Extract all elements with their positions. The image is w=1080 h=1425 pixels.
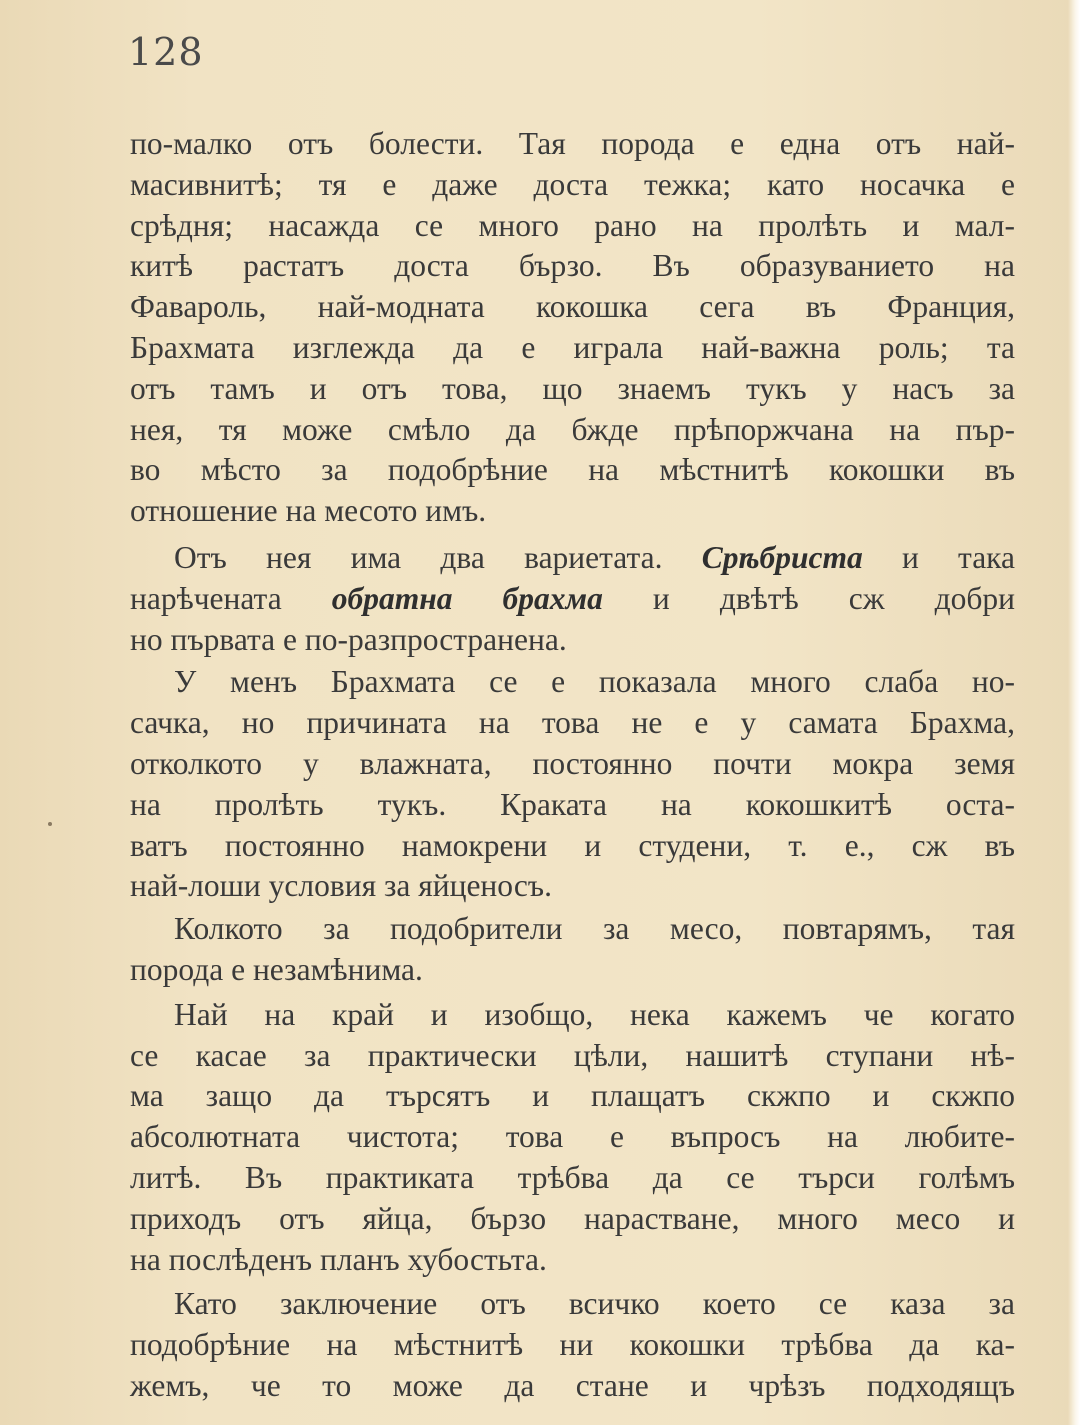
text-line: на пролѣть тукъ. Краката на кокошкитѣ оста- xyxy=(130,786,1015,822)
text-line: ватъ постоянно намокрени и студени, т. е., сж въ xyxy=(130,827,1015,863)
paragraph-6 xyxy=(130,1284,1015,1406)
text-line: отъ тамъ и отъ това, що знаемъ тукъ у насъ за xyxy=(130,370,1015,406)
text-line: масивнитѣ; тя е даже доста тежка; като носачка е xyxy=(130,166,1015,202)
text-line: на послѣденъ планъ хубостьта. xyxy=(130,1241,547,1277)
text-run: и двѣтѣ сж добри xyxy=(602,580,1015,616)
text-line: Като заключение отъ всичко което се каза за xyxy=(174,1286,1015,1322)
page-edge xyxy=(1068,0,1080,1425)
paragraph-1 xyxy=(130,124,1015,532)
text-line: порода е незамѣнима. xyxy=(130,951,423,987)
text-line: Най на край и изобщо, нека кажемъ че когато xyxy=(174,996,1015,1032)
paragraph-2 xyxy=(130,538,1015,660)
text-run: нарѣчената xyxy=(130,580,332,616)
text-line: нея, тя може смѣло да бжде прѣпоржчана на пър- xyxy=(130,411,1015,447)
text-run: и така xyxy=(862,539,1015,575)
variety-name: Срѣбриста xyxy=(701,539,863,575)
text-line: по-малко отъ болести. Тая порода е една отъ най- xyxy=(130,126,1015,161)
text-line: литѣ. Въ практиката трѣбва да се търси голѣмъ xyxy=(130,1159,1015,1195)
variety-name: обратна брахма xyxy=(331,580,603,616)
text-run: Отъ нея има два вариетата. xyxy=(174,539,702,575)
text-line: Брахмата изглежда да е играла най-важна роль; та xyxy=(130,329,1015,365)
text-line: сачка, но причината на това не е у самата Брахма, xyxy=(130,705,1015,741)
text-line xyxy=(130,538,1015,579)
text-line: китѣ растатъ доста бързо. Въ образуванието на xyxy=(130,248,1015,284)
text-line: приходъ отъ яйца, бързо нарастване, много месо и xyxy=(130,1200,1015,1236)
paper-speck xyxy=(48,822,52,826)
text-line: най-лоши условия за яйценосъ. xyxy=(130,868,552,904)
text-line: У менъ Брахмата се е показала много слаба но- xyxy=(174,664,1015,700)
text-line: абсолютната чистота; това е въпросъ на любите- xyxy=(130,1119,1015,1155)
text-line xyxy=(130,579,1015,620)
paragraph-4 xyxy=(130,909,1015,991)
paragraph-3 xyxy=(130,662,1015,907)
text-line: Фавароль, най-модната кокошка сега въ Франция, xyxy=(130,289,1015,325)
text-line: жемъ, че то може да стане и чрѣзъ подходящъ xyxy=(130,1367,1015,1403)
text-line: ма защо да търсятъ и плащатъ скжпо и скжпо xyxy=(130,1078,1015,1114)
text-line: но първата е по-разпространена. xyxy=(130,621,567,657)
text-line: Колкото за подобрители за месо, повтарямъ, тая xyxy=(174,911,1015,947)
text-line: во мѣсто за подобрѣние на мѣстнитѣ кокошки въ xyxy=(130,452,1015,488)
page-number: 128 xyxy=(128,30,204,74)
text-line: срѣдня; насажда се много рано на пролѣть и мал- xyxy=(130,207,1015,243)
text-line: се касае за практически цѣли, нашитѣ ступани нѣ- xyxy=(130,1037,1015,1073)
text-line: подобрѣние на мѣстнитѣ ни кокошки трѣбва да ка- xyxy=(130,1327,1015,1363)
text-line: отношение на месото имъ. xyxy=(130,493,487,529)
body-text xyxy=(130,124,1015,1407)
paragraph-5 xyxy=(130,995,1015,1281)
text-line: отколкото у влажната, постоянно почти мокра земя xyxy=(130,745,1015,781)
